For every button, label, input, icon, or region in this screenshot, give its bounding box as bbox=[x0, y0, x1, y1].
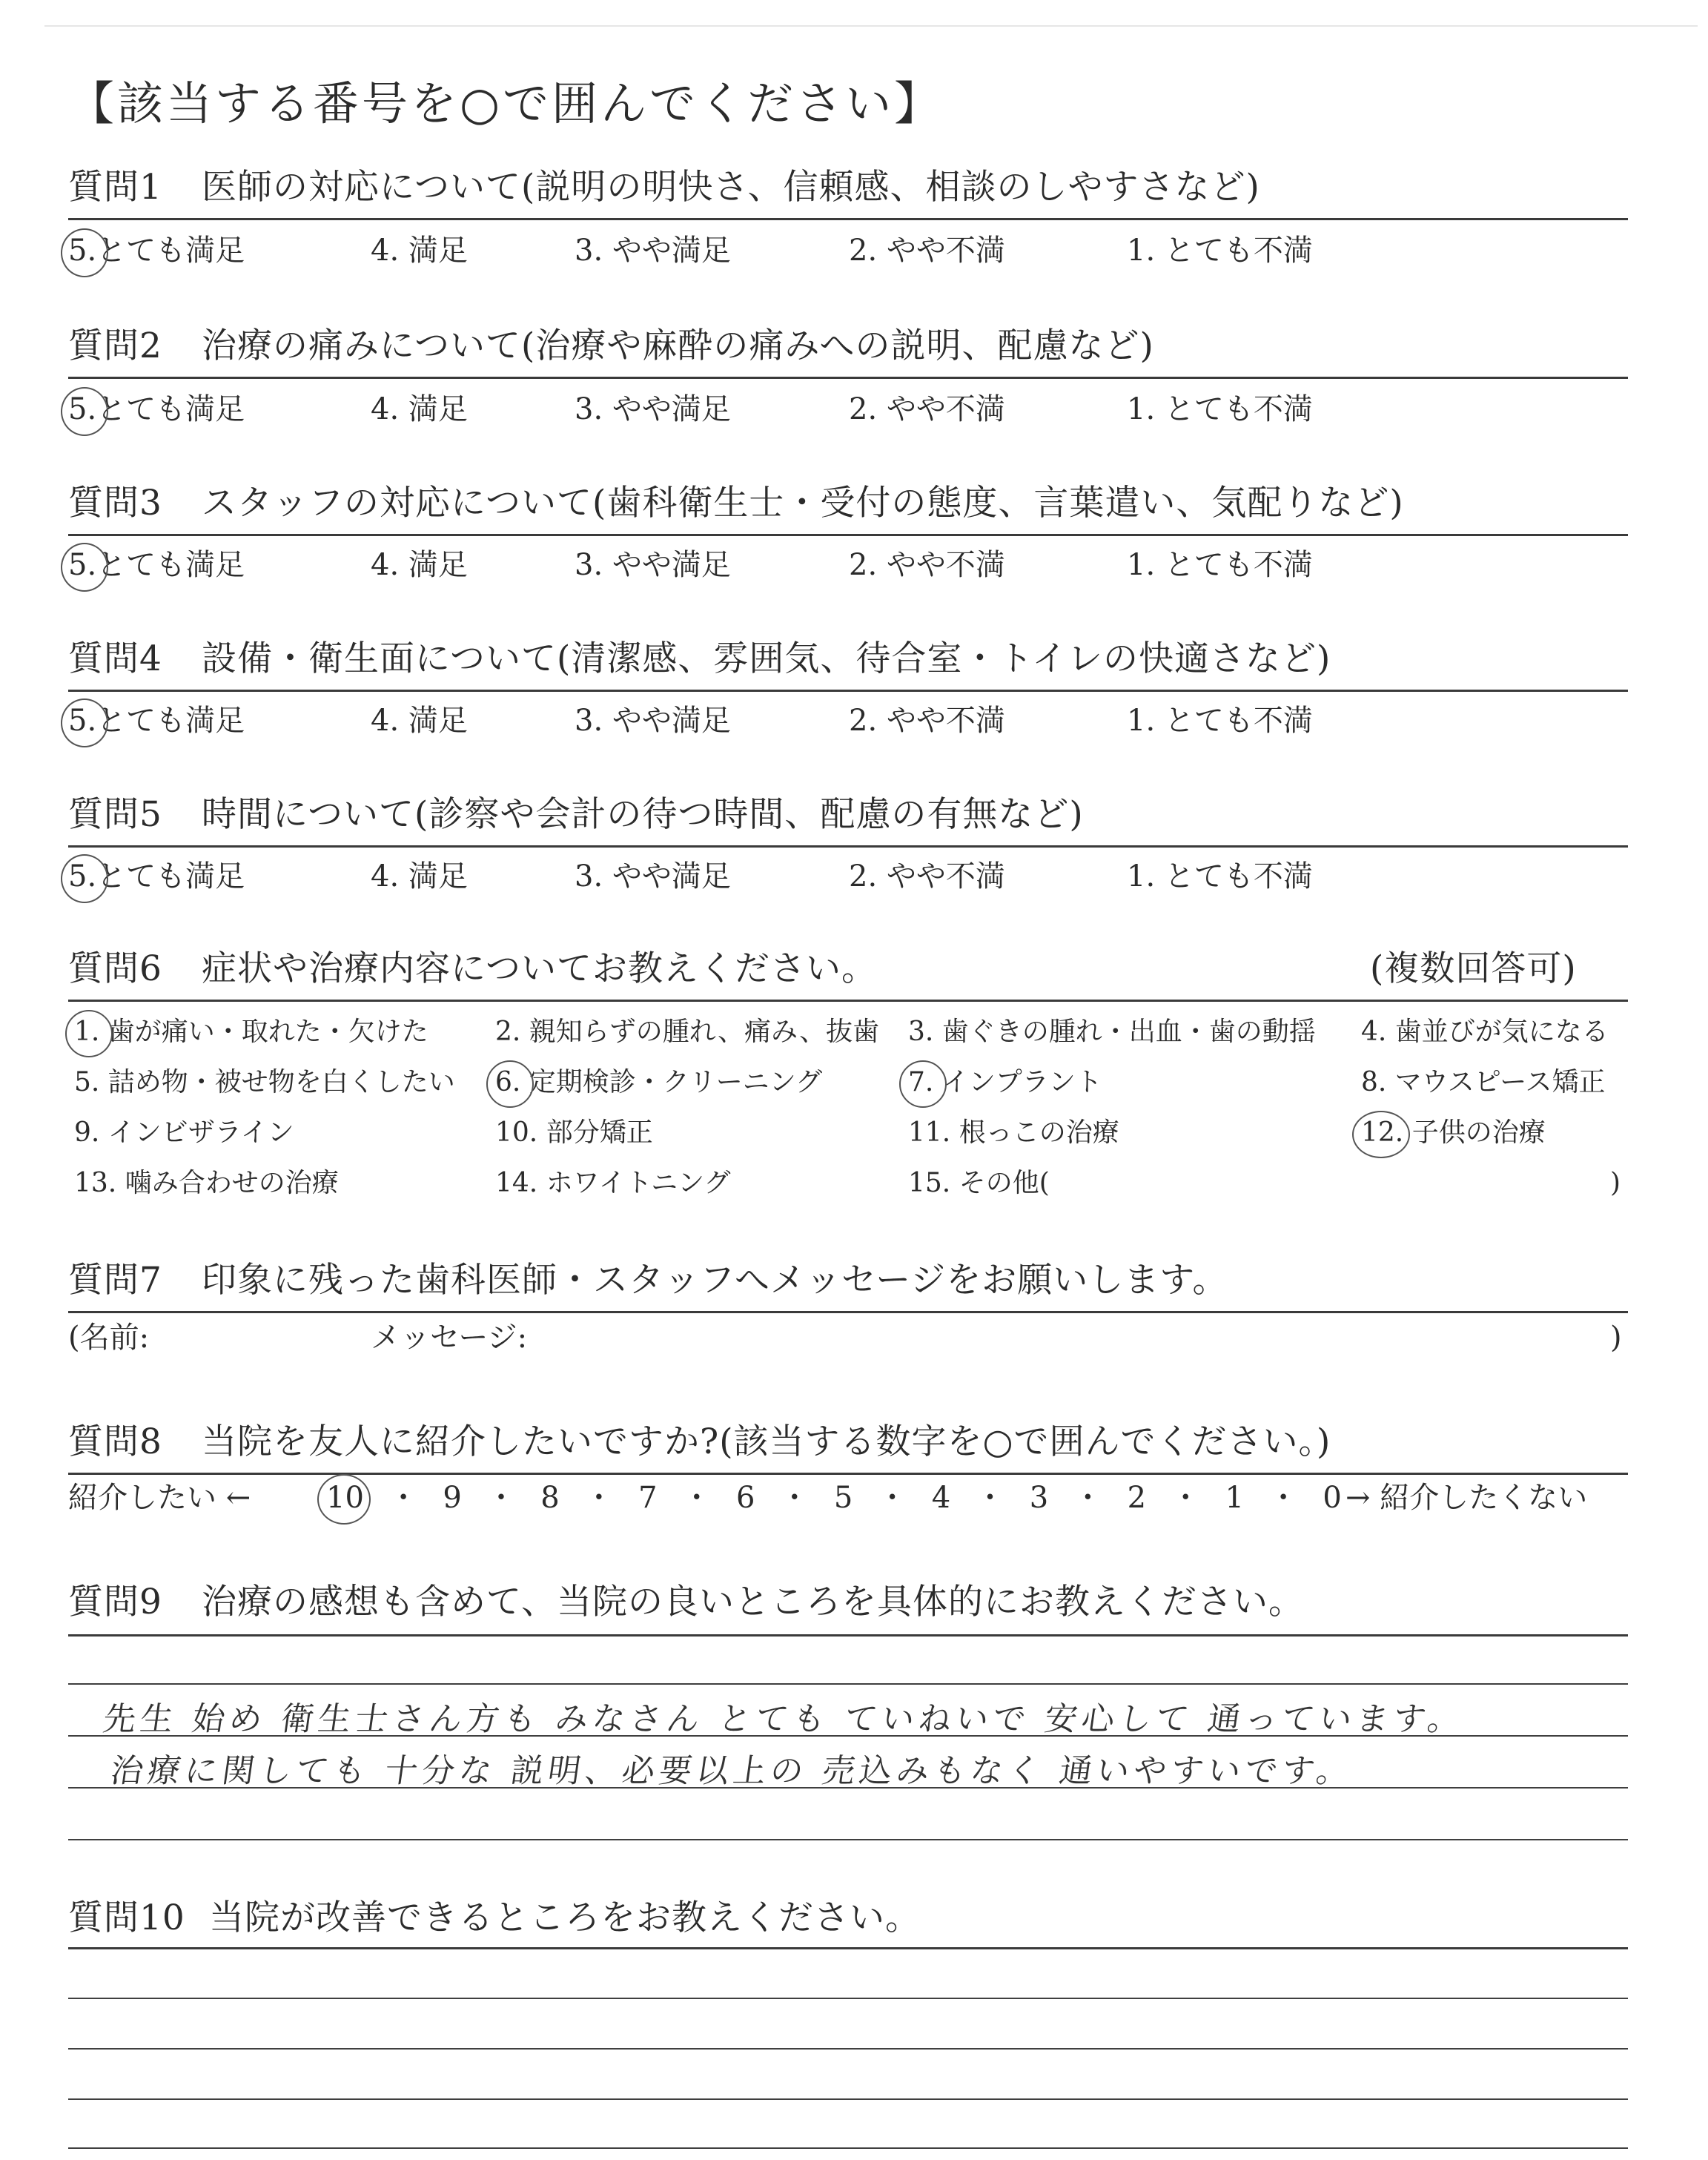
q8-selection-circle bbox=[317, 1474, 371, 1525]
q7-message-label: メッセージ: bbox=[371, 1321, 528, 1355]
q3-rating-4[interactable]: 4. 満足 bbox=[371, 548, 468, 582]
question-number: 質問3 bbox=[68, 483, 162, 524]
q8-left-label: 紹介したい ← bbox=[68, 1481, 251, 1515]
q6-selection-circle-12 bbox=[1352, 1111, 1410, 1158]
q4-rating-2[interactable]: 2. やや不満 bbox=[849, 704, 1005, 738]
question-text: 医師の対応について(説明の明快さ、信頼感、相談のしやすさなど) bbox=[202, 167, 1260, 208]
question-1-header bbox=[68, 165, 1260, 211]
q8-score-8[interactable]: 8 bbox=[540, 1481, 560, 1515]
question-10-header bbox=[68, 1895, 921, 1941]
question-text: 当院が改善できるところをお教えください。 bbox=[209, 1898, 921, 1938]
q8-score-10[interactable]: 10 bbox=[326, 1481, 364, 1515]
q8-score-7[interactable]: 7 bbox=[638, 1481, 658, 1515]
scale-separator: ・ bbox=[1171, 1481, 1201, 1515]
q2-rating-3[interactable]: 3. やや満足 bbox=[575, 392, 731, 426]
q7-message-field[interactable] bbox=[549, 1320, 1601, 1355]
question-text: 治療の痛みについて(治療や麻酔の痛みへの説明、配慮など) bbox=[202, 326, 1154, 366]
q2-selection-circle bbox=[61, 387, 108, 436]
question-4-header bbox=[68, 636, 1331, 682]
q6-option-12[interactable]: 12. 子供の治療 bbox=[1361, 1117, 1546, 1148]
q1-selection-circle bbox=[61, 228, 108, 277]
question-text: 当院を友人に紹介したいですか?(該当する数字を○で囲んでください。) bbox=[202, 1421, 1331, 1462]
question-1-rule bbox=[68, 218, 1628, 220]
scale-separator: ・ bbox=[877, 1481, 907, 1515]
q8-score-9[interactable]: 9 bbox=[443, 1481, 462, 1515]
question-9-header bbox=[68, 1579, 1304, 1625]
scale-separator: ・ bbox=[779, 1481, 810, 1515]
question-text: 時間について(診察や会計の待つ時間、配慮の有無など) bbox=[202, 794, 1084, 835]
question-8-rule bbox=[68, 1473, 1628, 1475]
q6-option-7[interactable]: 7. インプラント bbox=[908, 1067, 1102, 1097]
q7-name-field[interactable] bbox=[178, 1320, 356, 1355]
q1-rating-5[interactable]: 5.とても満足 bbox=[68, 234, 245, 268]
question-6-header bbox=[68, 946, 877, 992]
question-2-header bbox=[68, 323, 1154, 369]
q5-rating-2[interactable]: 2. やや不満 bbox=[849, 859, 1005, 894]
scale-separator: ・ bbox=[388, 1481, 419, 1515]
question-6-rule bbox=[68, 1000, 1628, 1002]
q8-score-4[interactable]: 4 bbox=[931, 1481, 951, 1515]
q1-rating-3[interactable]: 3. やや満足 bbox=[575, 234, 731, 268]
question-number: 質問8 bbox=[68, 1421, 162, 1462]
q8-right-label: → 紹介したくない bbox=[1345, 1481, 1588, 1515]
q5-rating-1[interactable]: 1. とても不満 bbox=[1127, 859, 1313, 894]
q7-close-paren: ) bbox=[1610, 1321, 1622, 1355]
q6-option-6[interactable]: 6. 定期検診・クリーニング bbox=[495, 1067, 823, 1097]
q4-rating-1[interactable]: 1. とても不満 bbox=[1127, 704, 1313, 738]
question-4-rule bbox=[68, 690, 1628, 692]
scale-separator: ・ bbox=[1268, 1481, 1299, 1515]
q3-rating-5[interactable]: 5.とても満足 bbox=[68, 548, 245, 582]
q6-option-8[interactable]: 8. マウスピース矯正 bbox=[1361, 1067, 1606, 1097]
question-9-rule bbox=[68, 1634, 1628, 1636]
q5-rating-3[interactable]: 3. やや満足 bbox=[575, 859, 731, 894]
q5-selection-circle bbox=[61, 854, 108, 903]
question-3-header bbox=[68, 480, 1404, 526]
answer-line bbox=[68, 2147, 1628, 2149]
q6-option-9[interactable]: 9. インビザライン bbox=[74, 1117, 294, 1148]
q4-rating-3[interactable]: 3. やや満足 bbox=[575, 704, 731, 738]
q6-other-close-paren: ) bbox=[1610, 1168, 1621, 1198]
q10-answer-area[interactable] bbox=[68, 1955, 1628, 2147]
q6-option-11[interactable]: 11. 根っこの治療 bbox=[908, 1117, 1119, 1148]
q3-rating-3[interactable]: 3. やや満足 bbox=[575, 548, 731, 582]
scale-separator: ・ bbox=[583, 1481, 614, 1515]
q8-scale bbox=[326, 1479, 1342, 1517]
q1-rating-2[interactable]: 2. やや不満 bbox=[849, 234, 1005, 268]
question-number: 質問6 bbox=[68, 948, 162, 989]
question-number: 質問4 bbox=[68, 638, 162, 679]
scale-separator: ・ bbox=[975, 1481, 1005, 1515]
question-number: 質問2 bbox=[68, 326, 162, 366]
question-number: 質問5 bbox=[68, 794, 162, 835]
q6-selection-circle-1 bbox=[65, 1010, 113, 1057]
q3-rating-2[interactable]: 2. やや不満 bbox=[849, 548, 1005, 582]
q6-option-13[interactable]: 13. 噛み合わせの治療 bbox=[74, 1168, 339, 1198]
question-number: 質問1 bbox=[68, 167, 162, 208]
q8-score-0[interactable]: 0 bbox=[1323, 1481, 1342, 1515]
q6-option-4[interactable]: 4. 歯並びが気になる bbox=[1361, 1017, 1609, 1047]
q2-rating-1[interactable]: 1. とても不満 bbox=[1127, 392, 1313, 426]
q1-rating-1[interactable]: 1. とても不満 bbox=[1127, 234, 1313, 268]
q6-option-10[interactable]: 10. 部分矯正 bbox=[495, 1117, 653, 1148]
question-7-rule bbox=[68, 1311, 1628, 1313]
question-10-rule bbox=[68, 1947, 1628, 1949]
scale-separator: ・ bbox=[681, 1481, 712, 1515]
q8-score-1[interactable]: 1 bbox=[1225, 1481, 1244, 1515]
question-number: 質問9 bbox=[68, 1582, 162, 1622]
question-6-note: (複数回答可) bbox=[1370, 948, 1577, 989]
q6-selection-circle-7 bbox=[899, 1060, 947, 1108]
question-text: 設備・衛生面について(清潔感、雰囲気、待合室・トイレの快適さなど) bbox=[202, 638, 1331, 679]
q4-rating-5[interactable]: 5.とても満足 bbox=[68, 704, 245, 738]
q7-name-label: (名前: bbox=[68, 1321, 150, 1355]
q5-rating-5[interactable]: 5.とても満足 bbox=[68, 859, 245, 894]
q6-option-14[interactable]: 14. ホワイトニング bbox=[495, 1168, 731, 1198]
answer-line bbox=[68, 1839, 1628, 1840]
q6-option-3[interactable]: 3. 歯ぐきの腫れ・出血・歯の動揺 bbox=[908, 1017, 1316, 1047]
q6-selection-circle-6 bbox=[486, 1060, 534, 1108]
question-2-rule bbox=[68, 377, 1628, 379]
question-number: 質問7 bbox=[68, 1260, 162, 1301]
q8-score-6[interactable]: 6 bbox=[736, 1481, 755, 1515]
answer-line bbox=[68, 1683, 1628, 1685]
q9-handwritten-answer-line-2[interactable]: 治療に関しても 十分な 説明、必要以上の 売込みもなく 通いやすいです。 bbox=[107, 1752, 1357, 1790]
question-number: 質問10 bbox=[68, 1898, 185, 1938]
q4-rating-4[interactable]: 4. 満足 bbox=[371, 704, 468, 738]
q3-selection-circle bbox=[61, 543, 108, 592]
q6-option-2[interactable]: 2. 親知らずの腫れ、痛み、抜歯 bbox=[495, 1017, 880, 1047]
question-8-header bbox=[68, 1419, 1331, 1465]
scale-separator: ・ bbox=[486, 1481, 517, 1515]
q8-score-3[interactable]: 3 bbox=[1029, 1481, 1049, 1515]
question-5-header bbox=[68, 792, 1084, 838]
q2-rating-4[interactable]: 4. 満足 bbox=[371, 392, 468, 426]
q4-selection-circle bbox=[61, 698, 108, 747]
q5-rating-4[interactable]: 4. 満足 bbox=[371, 859, 468, 894]
q8-score-5[interactable]: 5 bbox=[833, 1481, 853, 1515]
q6-option-1[interactable]: 1. 歯が痛い・取れた・欠けた bbox=[74, 1017, 428, 1047]
q6-option-5[interactable]: 5. 詰め物・被せ物を白くしたい bbox=[74, 1067, 455, 1097]
q8-score-2[interactable]: 2 bbox=[1127, 1481, 1147, 1515]
question-text: 症状や治療内容についてお教えください。 bbox=[202, 948, 878, 989]
question-5-rule bbox=[68, 845, 1628, 848]
question-text: 治療の感想も含めて、当院の良いところを具体的にお教えください。 bbox=[202, 1582, 1305, 1622]
q1-rating-4[interactable]: 4. 満足 bbox=[371, 234, 468, 268]
question-text: 印象に残った歯科医師・スタッフへメッセージをお願いします。 bbox=[202, 1260, 1228, 1301]
q2-rating-2[interactable]: 2. やや不満 bbox=[849, 392, 1005, 426]
question-7-header bbox=[68, 1258, 1228, 1304]
question-3-rule bbox=[68, 534, 1628, 536]
scale-separator: ・ bbox=[1073, 1481, 1103, 1515]
q3-rating-1[interactable]: 1. とても不満 bbox=[1127, 548, 1313, 582]
q2-rating-5[interactable]: 5.とても満足 bbox=[68, 392, 245, 426]
page-top-border bbox=[44, 25, 1698, 27]
q9-handwritten-answer-line-1[interactable]: 先生 始め 衛生士さん方も みなさん とても ていねいで 安心して 通っています。 bbox=[100, 1700, 1468, 1738]
question-text: スタッフの対応について(歯科衛生士・受付の態度、言葉遣い、気配りなど) bbox=[202, 483, 1404, 524]
q6-option-15-other[interactable]: 15. その他( bbox=[908, 1168, 1050, 1198]
form-title: 【該当する番号を○で囲んでください】 bbox=[68, 76, 944, 131]
